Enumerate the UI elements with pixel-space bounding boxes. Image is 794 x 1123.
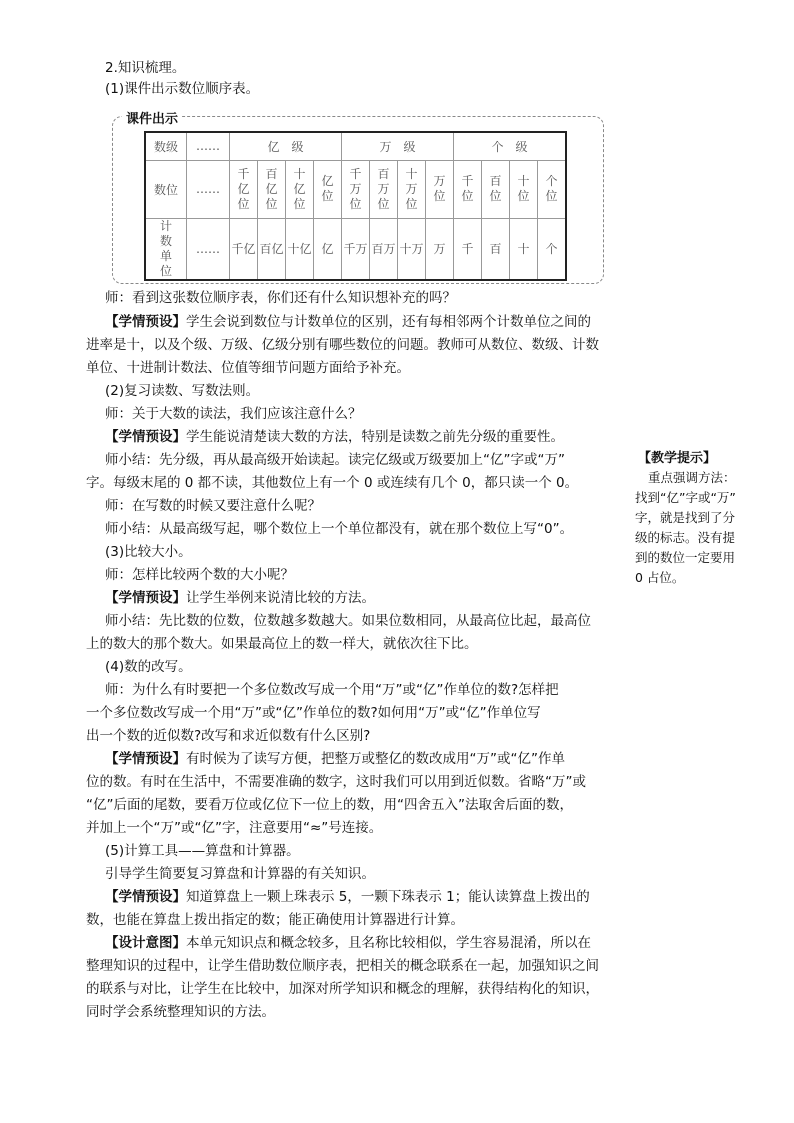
dots-cell: …… [187, 160, 230, 218]
text-line: 【学情预设】让学生举例来说清比较的方法。 [105, 590, 375, 606]
text-line: 的联系与对比，让学生在比较中，加深对所学知识和概念的理解，获得结构化的知识， [86, 981, 599, 997]
digit-cell: 百 万 位 [370, 160, 398, 218]
unit-cell: 百万 [370, 218, 398, 280]
ge-level: 个 级 [454, 132, 567, 160]
text-line: 一个多位数改写成一个用“万”或“亿”作单位的数?如何用“万”或“亿”作单位写 [86, 705, 541, 721]
text-line: 并加上一个“万”或“亿”字，注意要用“≈”号连接。 [86, 820, 383, 836]
text-line: 【学情预设】知道算盘上一颗上珠表示 5，一颗下珠表示 1；能认读算盘上拨出的 [105, 889, 590, 905]
text-line: 师：怎样比较两个数的大小呢？ [105, 567, 294, 583]
dots-cell: …… [187, 218, 230, 280]
section-heading: 2.知识梳理。 [105, 60, 186, 76]
unit-cell: 亿 [314, 218, 342, 280]
unit-cell: 千亿 [230, 218, 258, 280]
digit-cell: 千 位 [454, 160, 482, 218]
text-line: 【设计意图】本单元知识点和概念较多，且名称比较相似，学生容易混淆，所以在 [105, 935, 591, 951]
unit-cell: 十万 [398, 218, 426, 280]
unit-cell: 千万 [342, 218, 370, 280]
tag-xueqing: 【学情预设】 [105, 590, 186, 606]
digit-cell: 十 位 [510, 160, 538, 218]
sidebar-line: 到的数位一定要用 [635, 550, 736, 565]
unit-cell: 千 [454, 218, 482, 280]
sidebar-line: 0 占位。 [635, 570, 685, 585]
tag-xueqing: 【学情预设】 [105, 429, 186, 445]
text-line: (3)比较大小。 [105, 544, 192, 560]
sidebar-title: 【教学提示】 [638, 451, 717, 466]
text-line: 师：为什么有时要把一个多位数改写成一个用“万”或“亿”作单位的数?怎样把 [105, 682, 559, 698]
text-line: 师：关于大数的读法，我们应该注意什么？ [105, 406, 362, 422]
sidebar-line: 级的标志。没有提 [635, 530, 736, 545]
tag-xueqing: 【学情预设】 [105, 889, 186, 905]
text-line: 师小结：从最高级写起，哪个数位上一个单位都没有，就在那个数位上写“0”。 [105, 521, 574, 537]
unit-cell: 十亿 [286, 218, 314, 280]
digit-cell: 万 位 [426, 160, 454, 218]
text-line: 上的数大的那个数大。如果最高位上的数一样大，就依次往下比。 [86, 636, 478, 652]
wan-level: 万 级 [342, 132, 454, 160]
text-line: (4)数的改写。 [105, 659, 192, 675]
tag-sheji: 【设计意图】 [105, 935, 186, 951]
text-line: 【学情预设】学生会说到数位与计数单位的区别，还有每相邻两个计数单位之间的 [105, 314, 591, 330]
text-line: “亿”后面的尾数，要看万位或亿位下一位上的数，用“四舍五入”法取舍后面的数， [86, 797, 573, 813]
text-line: 师：在写数的时候又要注意什么呢？ [105, 498, 321, 514]
digit-cell: 亿 位 [314, 160, 342, 218]
text-line: 位的数。有时在生活中，不需要准确的数字，这时我们可以用到近似数。省略“万”或 [86, 774, 586, 790]
dots-cell: …… [187, 132, 230, 160]
digit-cell: 千 万 位 [342, 160, 370, 218]
yi-level: 亿 级 [230, 132, 342, 160]
text-line: 师：看到这张数位顺序表，你们还有什么知识想补充的吗？ [105, 290, 456, 306]
courseware-title: 课件出示 [122, 108, 182, 127]
text-line: (2)复习读数、写数法则。 [105, 383, 260, 399]
digit-cell: 十 万 位 [398, 160, 426, 218]
text-line: 同时学会系统整理知识的方法。 [86, 1004, 275, 1020]
text-line: 单位、十进制计数法、位值等细节问题方面给予补充。 [86, 360, 410, 376]
tag-xueqing: 【学情预设】 [105, 314, 186, 330]
text-line: 【学情预设】学生能说清楚读大数的方法，特别是读数之前先分级的重要性。 [105, 429, 564, 445]
sidebar-line: 重点强调方法： [648, 470, 736, 485]
digit-cell: 百 位 [482, 160, 510, 218]
unit-cell: 万 [426, 218, 454, 280]
text-line: 出一个数的近似数?改写和求近似数有什么区别? [86, 728, 371, 744]
row-label-digit: 数位 [145, 160, 187, 218]
text-line: 师小结：先分级，再从最高级开始读起。读完亿级或万级要加上“亿”字或“万” [105, 452, 565, 468]
digit-cell: 十 亿 位 [286, 160, 314, 218]
text-line: 整理知识的过程中，让学生借助数位顺序表，把相关的概念联系在一起，加强知识之间 [86, 958, 599, 974]
text-line: 数，也能在算盘上拨出指定的数；能正确使用计算器进行计算。 [86, 912, 464, 928]
unit-cell: 个 [538, 218, 567, 280]
row-label-unit: 计 数 单 位 [145, 218, 187, 280]
row-label-level: 数级 [145, 132, 187, 160]
digit-cell: 百 亿 位 [258, 160, 286, 218]
unit-cell: 十 [510, 218, 538, 280]
place-value-table [144, 131, 567, 281]
unit-cell: 百亿 [258, 218, 286, 280]
item-1: (1)课件出示数位顺序表。 [105, 81, 260, 97]
text-line: 字。每级末尾的 0 都不读，其他数位上有一个 0 或连续有几个 0，都只读一个 0。 [86, 475, 579, 491]
sidebar-line: 找到“亿”字或“万” [635, 490, 736, 505]
text-line: 进率是十，以及个级、万级、亿级分别有哪些数位的问题。教师可从数位、数级、计数 [86, 337, 599, 353]
tag-xueqing: 【学情预设】 [105, 751, 186, 767]
sidebar-line: 字，就是找到了分 [635, 510, 736, 525]
digit-cell: 个 位 [538, 160, 567, 218]
unit-cell: 百 [482, 218, 510, 280]
text-line: 引导学生简要复习算盘和计算器的有关知识。 [105, 866, 375, 882]
text-line: 师小结：先比数的位数，位数越多数越大。如果位数相同，从最高位比起，最高位 [105, 613, 591, 629]
text-line: (5)计算工具——算盘和计算器。 [105, 843, 300, 859]
text-line: 【学情预设】有时候为了读写方便，把整万或整亿的数改成用“万”或“亿”作单 [105, 751, 565, 767]
digit-cell: 千 亿 位 [230, 160, 258, 218]
